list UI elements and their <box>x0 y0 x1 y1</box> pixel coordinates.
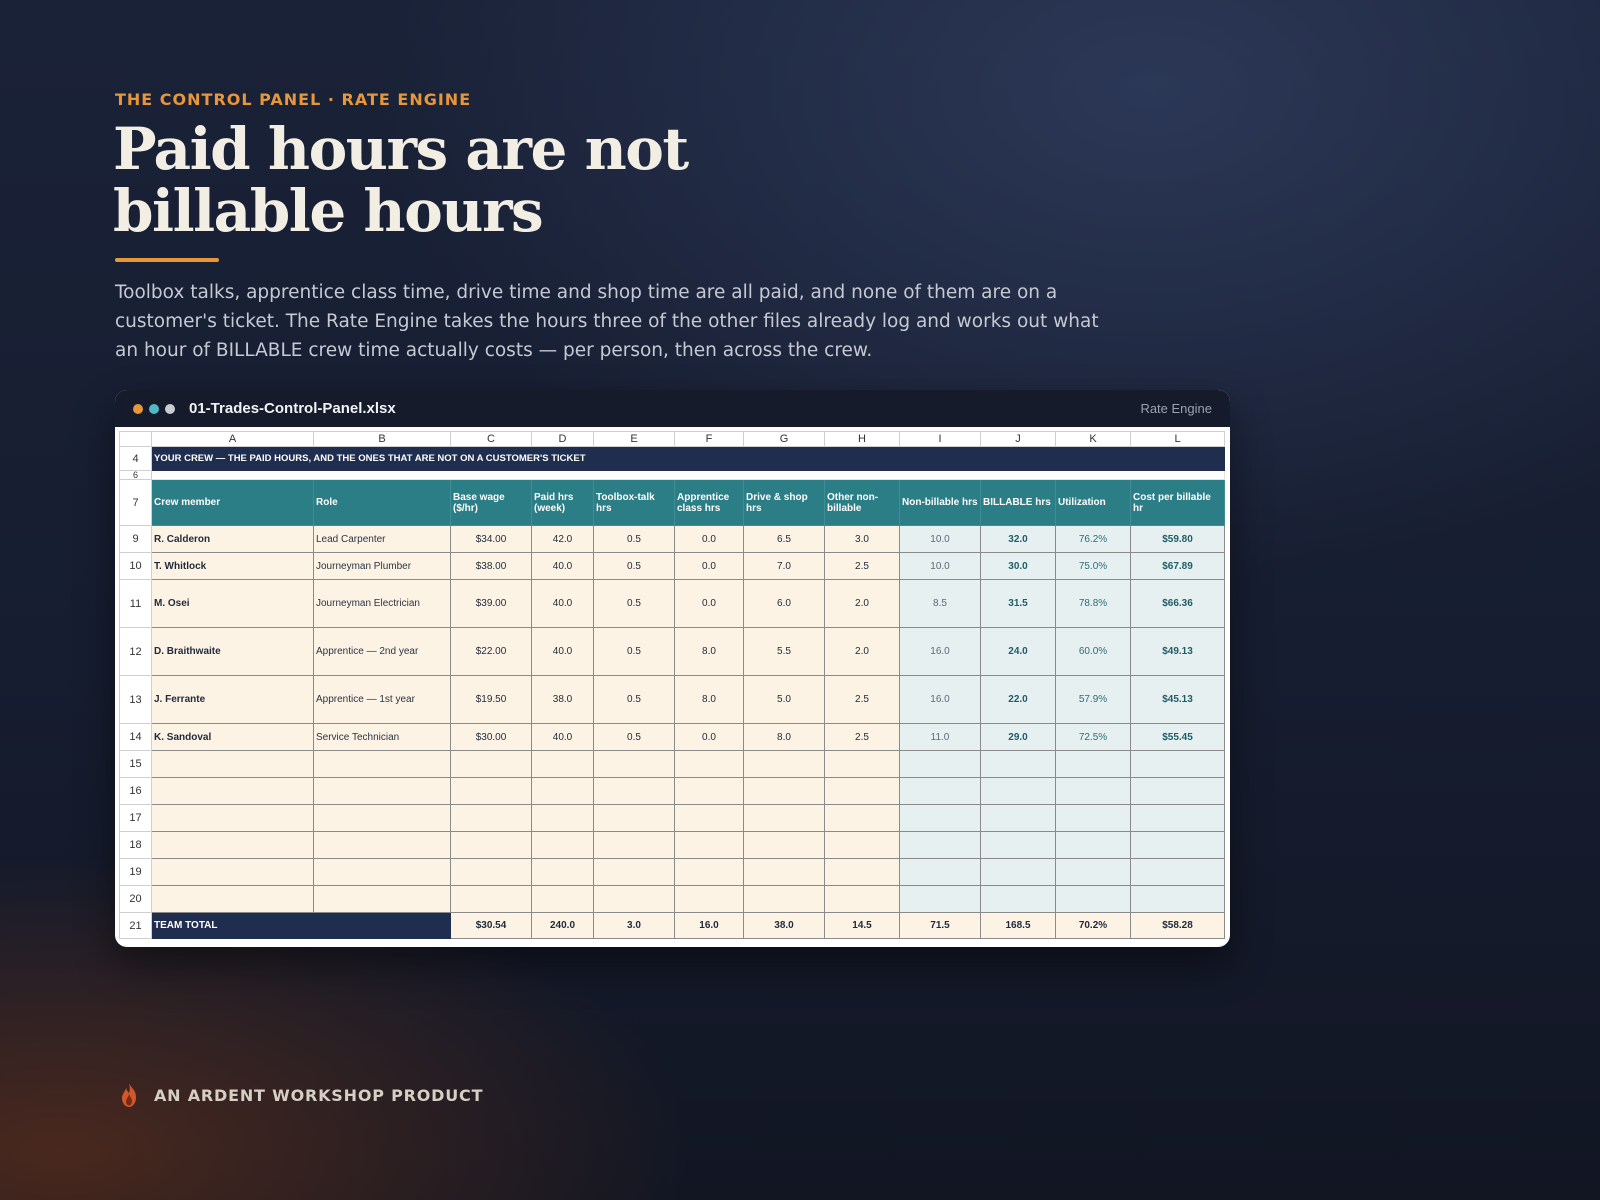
empty-row <box>120 805 1225 832</box>
empty-row <box>120 886 1225 913</box>
empty-cell[interactable] <box>1131 859 1225 886</box>
empty-cell[interactable] <box>1131 886 1225 913</box>
value-cell[interactable]: 8.0 <box>675 676 744 724</box>
header-cell[interactable]: Base wage ($/hr) <box>451 480 532 526</box>
role-cell[interactable]: Journeyman Electrician <box>314 580 451 628</box>
page-title <box>113 115 1013 245</box>
header-cell[interactable]: Toolbox-talk hrs <box>594 480 675 526</box>
empty-cell[interactable] <box>594 832 675 859</box>
empty-row <box>120 859 1225 886</box>
role-cell[interactable]: Service Technician <box>314 724 451 751</box>
value-cell[interactable]: 24.0 <box>981 628 1056 676</box>
empty-cell[interactable] <box>981 832 1056 859</box>
window-dot-orange[interactable] <box>133 404 143 414</box>
empty-cell[interactable] <box>825 805 900 832</box>
row-number[interactable]: 17 <box>120 805 152 832</box>
empty-cell[interactable] <box>900 886 981 913</box>
spreadsheet-window <box>115 390 1230 947</box>
empty-cell[interactable] <box>314 751 451 778</box>
empty-cell[interactable] <box>1131 778 1225 805</box>
value-cell[interactable]: 0.0 <box>675 553 744 580</box>
empty-row <box>120 832 1225 859</box>
header-cell[interactable]: Apprentice class hrs <box>675 480 744 526</box>
table-row <box>120 553 1225 580</box>
row-number[interactable]: 9 <box>120 526 152 553</box>
empty-cell[interactable] <box>594 886 675 913</box>
value-cell[interactable]: 10.0 <box>900 553 981 580</box>
window-dot-teal[interactable] <box>149 404 159 414</box>
role-cell[interactable]: Apprentice — 2nd year <box>314 628 451 676</box>
row-number[interactable]: 21 <box>120 913 152 939</box>
column-header[interactable]: A <box>152 432 314 447</box>
empty-cell[interactable] <box>675 805 744 832</box>
value-cell[interactable]: 40.0 <box>532 580 594 628</box>
header-cell[interactable]: Drive & shop hrs <box>744 480 825 526</box>
empty-cell[interactable] <box>152 886 314 913</box>
section-banner[interactable]: YOUR CREW — THE PAID HOURS, AND THE ONES THAT ARE NOT ON A CUSTOMER'S TICKET <box>152 447 1225 471</box>
header-cell[interactable]: Non-billable hrs <box>900 480 981 526</box>
empty-cell[interactable] <box>825 886 900 913</box>
value-cell[interactable]: 2.0 <box>825 580 900 628</box>
value-cell[interactable]: 2.5 <box>825 676 900 724</box>
empty-cell[interactable] <box>451 859 532 886</box>
empty-cell[interactable] <box>594 751 675 778</box>
row-number[interactable]: 14 <box>120 724 152 751</box>
row-number[interactable]: 13 <box>120 676 152 724</box>
value-cell[interactable]: 6.5 <box>744 526 825 553</box>
row-number[interactable]: 20 <box>120 886 152 913</box>
value-cell[interactable]: $19.50 <box>451 676 532 724</box>
total-value-cell[interactable]: 240.0 <box>532 913 594 939</box>
accent-divider <box>115 258 219 262</box>
row-number[interactable]: 12 <box>120 628 152 676</box>
empty-cell[interactable] <box>532 832 594 859</box>
value-cell[interactable]: 2.5 <box>825 724 900 751</box>
empty-cell[interactable] <box>1056 832 1131 859</box>
empty-cell[interactable] <box>981 778 1056 805</box>
value-cell[interactable]: 0.0 <box>675 724 744 751</box>
total-value-cell[interactable]: $58.28 <box>1131 913 1225 939</box>
column-header[interactable]: C <box>451 432 532 447</box>
value-cell[interactable]: $45.13 <box>1131 676 1225 724</box>
value-cell[interactable]: 78.8% <box>1056 580 1131 628</box>
empty-cell[interactable] <box>152 859 314 886</box>
header-cell[interactable]: BILLABLE hrs <box>981 480 1056 526</box>
empty-cell[interactable] <box>1131 832 1225 859</box>
empty-cell[interactable] <box>1131 805 1225 832</box>
empty-cell[interactable] <box>825 751 900 778</box>
total-value-cell[interactable]: 14.5 <box>825 913 900 939</box>
intro-paragraph: Toolbox talks, apprentice class time, drive time and shop time are all paid, and none of them are on a customer's ticket. The Rate Engine takes the hours three of the other files already log and works out what an hour of BILLABLE crew time actually costs — per person, then across the crew. <box>115 282 1099 361</box>
row-number[interactable]: 7 <box>120 480 152 526</box>
empty-row <box>120 751 1225 778</box>
empty-cell[interactable] <box>981 886 1056 913</box>
crew-name-cell[interactable]: D. Braithwaite <box>152 628 314 676</box>
empty-cell[interactable] <box>314 778 451 805</box>
team-total-label[interactable]: TEAM TOTAL <box>152 913 451 939</box>
spacer-cell[interactable] <box>152 471 1225 480</box>
value-cell[interactable]: 2.0 <box>825 628 900 676</box>
spacer-row <box>120 471 1225 480</box>
value-cell[interactable]: $30.00 <box>451 724 532 751</box>
table-row <box>120 676 1225 724</box>
crew-name-cell[interactable]: R. Calderon <box>152 526 314 553</box>
empty-cell[interactable] <box>451 832 532 859</box>
empty-cell[interactable] <box>825 859 900 886</box>
value-cell[interactable]: 31.5 <box>981 580 1056 628</box>
empty-cell[interactable] <box>825 778 900 805</box>
value-cell[interactable]: 8.0 <box>675 628 744 676</box>
value-cell[interactable]: 0.0 <box>675 526 744 553</box>
header-cell[interactable]: Other non-billable <box>825 480 900 526</box>
column-header[interactable]: G <box>744 432 825 447</box>
total-value-cell[interactable]: 168.5 <box>981 913 1056 939</box>
column-header[interactable]: I <box>900 432 981 447</box>
crew-rate-table <box>119 431 1225 939</box>
table-header-row <box>120 480 1225 526</box>
crew-name-cell[interactable]: K. Sandoval <box>152 724 314 751</box>
empty-cell[interactable] <box>744 859 825 886</box>
empty-cell[interactable] <box>1056 805 1131 832</box>
empty-cell[interactable] <box>675 778 744 805</box>
empty-cell[interactable] <box>451 805 532 832</box>
value-cell[interactable]: 72.5% <box>1056 724 1131 751</box>
empty-cell[interactable] <box>152 832 314 859</box>
empty-cell[interactable] <box>675 886 744 913</box>
value-cell[interactable]: 76.2% <box>1056 526 1131 553</box>
empty-cell[interactable] <box>744 886 825 913</box>
value-cell[interactable]: 16.0 <box>900 676 981 724</box>
title-line-1: Paid hours are not <box>113 115 688 183</box>
header-cell[interactable]: Role <box>314 480 451 526</box>
empty-cell[interactable] <box>900 778 981 805</box>
empty-cell[interactable] <box>532 886 594 913</box>
column-header[interactable]: K <box>1056 432 1131 447</box>
role-cell[interactable]: Apprentice — 1st year <box>314 676 451 724</box>
column-header[interactable]: F <box>675 432 744 447</box>
empty-cell[interactable] <box>314 886 451 913</box>
empty-cell[interactable] <box>900 859 981 886</box>
value-cell[interactable]: $38.00 <box>451 553 532 580</box>
value-cell[interactable]: 29.0 <box>981 724 1056 751</box>
banner-row <box>120 447 1225 471</box>
empty-cell[interactable] <box>594 859 675 886</box>
value-cell[interactable]: 5.0 <box>744 676 825 724</box>
value-cell[interactable]: 0.0 <box>675 580 744 628</box>
value-cell[interactable]: 10.0 <box>900 526 981 553</box>
value-cell[interactable]: $22.00 <box>451 628 532 676</box>
window-titlebar <box>115 390 1230 427</box>
value-cell[interactable]: 6.0 <box>744 580 825 628</box>
row-number[interactable]: 16 <box>120 778 152 805</box>
value-cell[interactable]: $49.13 <box>1131 628 1225 676</box>
empty-cell[interactable] <box>744 778 825 805</box>
file-name: 01-Trades-Control-Panel.xlsx <box>189 400 396 417</box>
value-cell[interactable]: 60.0% <box>1056 628 1131 676</box>
empty-cell[interactable] <box>744 805 825 832</box>
empty-cell[interactable] <box>744 751 825 778</box>
value-cell[interactable]: $59.80 <box>1131 526 1225 553</box>
row-number[interactable]: 19 <box>120 859 152 886</box>
total-value-cell[interactable]: 16.0 <box>675 913 744 939</box>
empty-cell[interactable] <box>451 751 532 778</box>
value-cell[interactable]: 32.0 <box>981 526 1056 553</box>
total-value-cell[interactable]: 3.0 <box>594 913 675 939</box>
empty-cell[interactable] <box>981 751 1056 778</box>
value-cell[interactable]: 2.5 <box>825 553 900 580</box>
eyebrow-label: THE CONTROL PANEL · RATE ENGINE <box>115 90 472 109</box>
crew-name-cell[interactable]: J. Ferrante <box>152 676 314 724</box>
value-cell[interactable]: 0.5 <box>594 676 675 724</box>
header-cell[interactable]: Crew member <box>152 480 314 526</box>
title-line-2: billable hours <box>113 177 543 245</box>
empty-cell[interactable] <box>314 859 451 886</box>
value-cell[interactable]: 0.5 <box>594 724 675 751</box>
empty-cell[interactable] <box>152 751 314 778</box>
row-number[interactable]: 15 <box>120 751 152 778</box>
empty-cell[interactable] <box>451 886 532 913</box>
total-value-cell[interactable]: $30.54 <box>451 913 532 939</box>
crew-name-cell[interactable]: M. Osei <box>152 580 314 628</box>
sheet-tab-label[interactable]: Rate Engine <box>1140 401 1212 416</box>
empty-cell[interactable] <box>152 778 314 805</box>
empty-cell[interactable] <box>594 778 675 805</box>
corner-cell[interactable] <box>120 432 152 447</box>
value-cell[interactable]: 57.9% <box>1056 676 1131 724</box>
header-cell[interactable]: Paid hrs (week) <box>532 480 594 526</box>
table-row <box>120 724 1225 751</box>
empty-cell[interactable] <box>532 778 594 805</box>
window-dot-grey[interactable] <box>165 404 175 414</box>
row-number[interactable]: 6 <box>120 471 152 480</box>
value-cell[interactable]: 30.0 <box>981 553 1056 580</box>
empty-cell[interactable] <box>1056 751 1131 778</box>
row-number[interactable]: 11 <box>120 580 152 628</box>
value-cell[interactable]: 7.0 <box>744 553 825 580</box>
value-cell[interactable]: $67.89 <box>1131 553 1225 580</box>
value-cell[interactable]: 0.5 <box>594 526 675 553</box>
row-number[interactable]: 4 <box>120 447 152 471</box>
value-cell[interactable]: 42.0 <box>532 526 594 553</box>
value-cell[interactable]: 11.0 <box>900 724 981 751</box>
empty-cell[interactable] <box>532 805 594 832</box>
empty-cell[interactable] <box>900 751 981 778</box>
empty-cell[interactable] <box>981 859 1056 886</box>
role-cell[interactable]: Lead Carpenter <box>314 526 451 553</box>
row-number[interactable]: 18 <box>120 832 152 859</box>
brand-footer <box>118 1082 483 1108</box>
value-cell[interactable]: $66.36 <box>1131 580 1225 628</box>
empty-cell[interactable] <box>981 805 1056 832</box>
total-value-cell[interactable]: 38.0 <box>744 913 825 939</box>
empty-row <box>120 778 1225 805</box>
empty-cell[interactable] <box>152 805 314 832</box>
value-cell[interactable]: 16.0 <box>900 628 981 676</box>
value-cell[interactable]: 0.5 <box>594 553 675 580</box>
value-cell[interactable]: 40.0 <box>532 724 594 751</box>
empty-cell[interactable] <box>675 832 744 859</box>
value-cell[interactable]: $34.00 <box>451 526 532 553</box>
value-cell[interactable]: 8.0 <box>744 724 825 751</box>
column-header[interactable]: E <box>594 432 675 447</box>
column-header[interactable]: J <box>981 432 1056 447</box>
column-header-row <box>120 432 1225 447</box>
empty-cell[interactable] <box>451 778 532 805</box>
row-number[interactable]: 10 <box>120 553 152 580</box>
value-cell[interactable]: 22.0 <box>981 676 1056 724</box>
value-cell[interactable]: 38.0 <box>532 676 594 724</box>
header-cell[interactable]: Utilization <box>1056 480 1131 526</box>
empty-cell[interactable] <box>532 751 594 778</box>
value-cell[interactable]: 5.5 <box>744 628 825 676</box>
flame-icon <box>118 1082 140 1108</box>
value-cell[interactable]: 75.0% <box>1056 553 1131 580</box>
value-cell[interactable]: $39.00 <box>451 580 532 628</box>
empty-cell[interactable] <box>900 832 981 859</box>
empty-cell[interactable] <box>675 751 744 778</box>
value-cell[interactable]: 40.0 <box>532 628 594 676</box>
empty-cell[interactable] <box>594 805 675 832</box>
window-controls <box>127 404 175 414</box>
value-cell[interactable]: 0.5 <box>594 580 675 628</box>
empty-cell[interactable] <box>744 832 825 859</box>
role-cell[interactable]: Journeyman Plumber <box>314 553 451 580</box>
empty-cell[interactable] <box>1131 751 1225 778</box>
value-cell[interactable]: 3.0 <box>825 526 900 553</box>
value-cell[interactable]: 40.0 <box>532 553 594 580</box>
column-header[interactable]: B <box>314 432 451 447</box>
value-cell[interactable]: 0.5 <box>594 628 675 676</box>
value-cell[interactable]: 8.5 <box>900 580 981 628</box>
crew-name-cell[interactable]: T. Whitlock <box>152 553 314 580</box>
footer-label: AN ARDENT WORKSHOP PRODUCT <box>154 1085 484 1105</box>
table-row <box>120 580 1225 628</box>
value-cell[interactable]: $55.45 <box>1131 724 1225 751</box>
empty-cell[interactable] <box>825 832 900 859</box>
column-header[interactable]: H <box>825 432 900 447</box>
empty-cell[interactable] <box>314 832 451 859</box>
table-row <box>120 628 1225 676</box>
column-header[interactable]: D <box>532 432 594 447</box>
column-header[interactable]: L <box>1131 432 1225 447</box>
empty-cell[interactable] <box>532 859 594 886</box>
total-value-cell[interactable]: 70.2% <box>1056 913 1131 939</box>
empty-cell[interactable] <box>1056 886 1131 913</box>
table-row <box>120 526 1225 553</box>
team-total-row <box>120 913 1225 939</box>
header-cell[interactable]: Cost per billable hr <box>1131 480 1225 526</box>
empty-cell[interactable] <box>900 805 981 832</box>
empty-cell[interactable] <box>1056 778 1131 805</box>
empty-cell[interactable] <box>675 859 744 886</box>
empty-cell[interactable] <box>1056 859 1131 886</box>
empty-cell[interactable] <box>314 805 451 832</box>
total-value-cell[interactable]: 71.5 <box>900 913 981 939</box>
